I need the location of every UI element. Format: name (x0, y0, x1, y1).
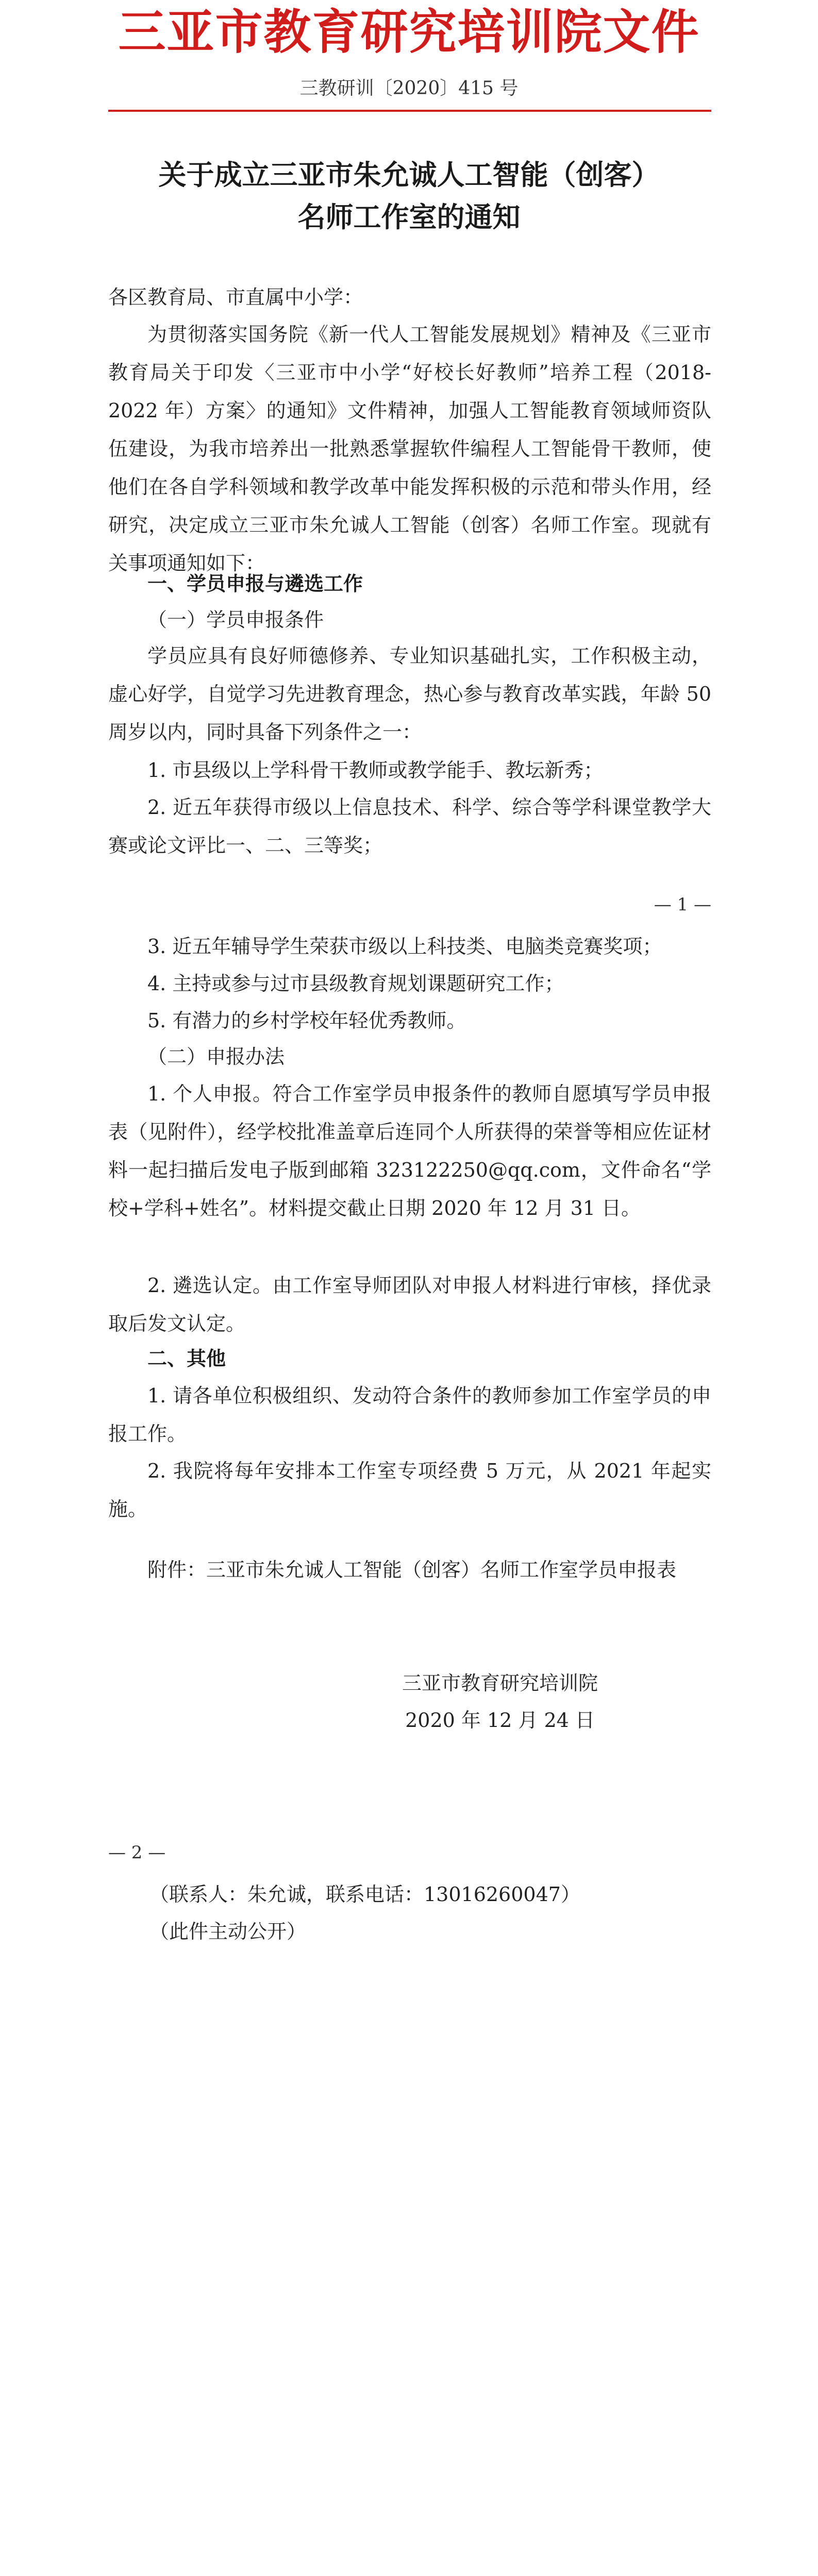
method-1: 1. 个人申报。符合工作室学员申报条件的教师自愿填写学员申报表（见附件），经学校批准盖章后连同个人所获得的荣誉等相应佐证材料一起扫描后发电子版到邮箱 323122250@qq.com，文件命名“学校+学科+姓名”。材料提交截止日期 2020 年 12 月 31 日。 (108, 1082, 711, 1219)
document-number: 三教研训〔2020〕415 号 (299, 78, 519, 99)
method-2: 2. 遴选认定。由工作室导师团队对申报人材料进行审核，择优录取后发文认定。 (108, 1274, 711, 1335)
section1-heading: 一、学员申报与遴选工作 (147, 572, 363, 595)
salutation: 各区教育局、市直属中小学： (108, 286, 363, 309)
other-2: 2. 我院将每年安排本工作室专项经费 5 万元，从 2021 年起实施。 (108, 1460, 711, 1520)
condition-5: 5. 有潜力的乡村学校年轻优秀教师。 (147, 1009, 466, 1032)
condition-4: 4. 主持或参与过市县级教育规划课题研究工作； (147, 972, 564, 995)
attachment-note: 附件：三亚市朱允诚人工智能（创客）名师工作室学员申报表 (147, 1558, 677, 1581)
section2-heading: 二、其他 (147, 1347, 226, 1370)
other-1: 1. 请各单位积极组织、发动符合条件的教师参加工作室学员的申报工作。 (108, 1384, 711, 1445)
page-number-2: — 2 — (108, 1842, 166, 1863)
signature-organization: 三亚市教育研究培训院 (402, 1672, 598, 1694)
sub2-heading: （二）申报办法 (147, 1045, 285, 1068)
red-separator-line (108, 110, 711, 112)
contact-info: （联系人：朱允诚，联系电话：13016260047） (149, 1883, 580, 1906)
disclosure-note: （此件主动公开） (149, 1920, 307, 1943)
notice-title-line1: 关于成立三亚市朱允诚人工智能（创客） (158, 159, 660, 191)
masthead-title: 三亚市教育研究培训院文件 (118, 5, 700, 60)
signature-date: 2020 年 12 月 24 日 (405, 1709, 595, 1732)
condition-1: 1. 市县级以上学科骨干教师或教学能手、教坛新秀； (147, 759, 604, 782)
sub1-heading: （一）学员申报条件 (147, 608, 324, 631)
sub1-paragraph: 学员应具有良好师德修养、专业知识基础扎实，工作积极主动，虚心好学，自觉学习先进教育理念，热心参与教育改革实践，年龄 50 周岁以内，同时具备下列条件之一： (108, 645, 711, 743)
notice-title-line2: 名师工作室的通知 (297, 201, 521, 233)
page-number-1: — 1 — (654, 894, 711, 915)
condition-3: 3. 近五年辅导学生荣获市级以上科技类、电脑类竞赛奖项； (147, 935, 662, 958)
condition-2: 2. 近五年获得市级以上信息技术、科学、综合等学科课堂教学大赛或论文评比一、二、三等奖； (108, 796, 711, 857)
intro-paragraph: 为贯彻落实国务院《新一代人工智能发展规划》精神及《三亚市教育局关于印发〈三亚市中小学“好校长好教师”培养工程（2018-2022 年）方案〉的通知》文件精神，加强人工智能教育领域师资队伍建设，为我市培养出一批熟悉掌握软件编程人工智能骨干教师，使他们在各自学科领域和教学改革中能发挥积极的示范和带头作用，经研究，决定成立三亚市朱允诚人工智能（创客）名师工作室。现就有关事项通知如下： (108, 323, 711, 574)
